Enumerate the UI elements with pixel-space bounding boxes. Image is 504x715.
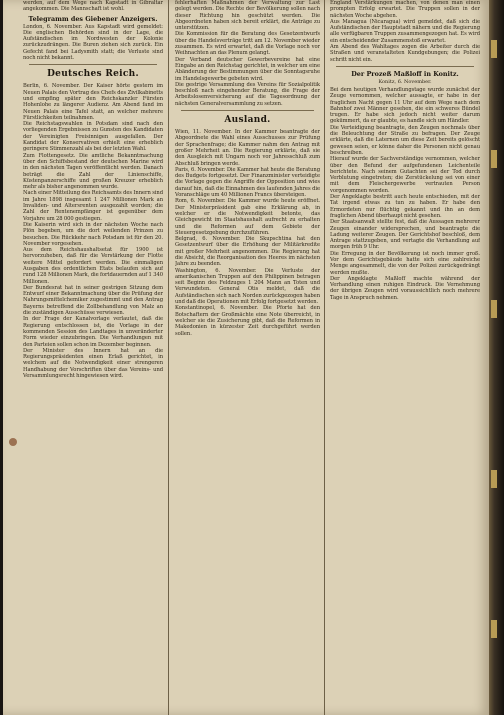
article-paragraph: Der Angeklagte Maßloff machte während der Verhandlung einen ruhigen Eindruck. Die Vernehmung der übrigen Zeugen wird voraussichtlich noch mehrere Tage in Anspruch nehmen. — [330, 275, 480, 301]
intro-text: werden, auf dem Wege nach Kapstadt in Gibraltar angekommen. Die Mannschaft ist wohl. — [23, 0, 163, 13]
article-paragraph: Rom, 6. November. Die Kammer wurde heute eröffnet. Der Ministerpräsident gab eine Erklärung ab, in welcher er die Notwendigkeit betonte, das Gleichgewicht im Staatshaushalt aufrecht zu erhalten und die Reformen auf dem Gebiete der Steuergesetzgebung durchzuführen. — [175, 198, 320, 236]
article-paragraph: Die gestrige Versammlung des Vereins für Sozialpolitik beschloß nach eingehender Beratung, die Frage der Arbeitslosenversicherung auf die Tagesordnung der nächsten Generalversammlung zu setzen. — [175, 81, 320, 107]
column-3 — [330, 0, 480, 715]
article-paragraph: Der Minister des Innern hat an die Regierungspräsidenten einen Erlaß gerichtet, in welchem auf die Notwendigkeit einer strengeren Handhabung der Vorschriften über das Vereins- und Versammlungsrecht hingewiesen wird. — [23, 347, 163, 380]
article-paragraph: Hierauf wurde der Sachverständige vernommen, welcher über den Befund der aufgefundenen Leichenteile berichtete. Nach seinem Gutachten sei der Tod durch Verblutung eingetreten; die Zerstückelung sei von einer mit dem Fleischergewerbe vertrauten Person vorgenommen worden. — [330, 156, 480, 194]
article-paragraph: Der Angeklagte bestritt auch heute entschieden, mit der Tat irgend etwas zu tun zu haben. Er habe den Ermordeten nur flüchtig gekannt und ihn an dem fraglichen Abend überhaupt nicht gesehen. — [330, 194, 480, 219]
binding-tab — [491, 470, 497, 488]
telegram-text: London, 6. November. Aus Kapstadt wird gemeldet: Die englischen Behörden sind in der Lage, die Aufständischen im Nordwesten der Kolonie zurückzudrängen. Die Buren ziehen sich zurück. Ein Gefecht fand bei Ladysmith statt; die Verluste sind noch nicht bekannt. — [23, 23, 163, 62]
article-paragraph: Nach einer Mitteilung des Reichsamts des Innern sind im Jahre 1898 insgesamt 1 247 Millionen Mark an Invaliden- und Altersrenten ausgezahlt worden; die Zahl der Rentenempfänger ist gegenüber dem Vorjahre um 28 000 gestiegen. — [23, 190, 163, 222]
article-paragraph: Bei dem heutigen Verhandlungstage wurde zunächst der Zeuge vernommen, welcher aussagte, er habe in der fraglichen Nacht gegen 11 Uhr auf dem Wege nach dem Bahnhof zwei Männer gesehen, die ein schweres Bündel trugen. Er habe sich jedoch nicht weiter darum gekümmert, da er glaubte, es handle sich um Händler. — [330, 86, 480, 125]
article-paragraph: Berlin, 6. November. Der Kaiser hörte gestern im Neuen Palais den Vortrag des Chefs des Zivilkabinetts und empfing später den Reichskanzler Fürsten Hohenlohe zu längerer Audienz. Am Abend fand im Neuen Palais eine Tafel statt, an welcher mehrere Fürstlichkeiten teilnahmen. — [23, 83, 163, 121]
article-paragraph: Washington, 6. November. Die Verluste der amerikanischen Truppen auf den Philippinen betragen seit Beginn des Feldzuges 1 204 Mann an Toten und Verwundeten. General Otis meldet, daß die Aufständischen sich nach Norden zurückgezogen haben und daß die Operationen mit Erfolg fortgesetzt werden. — [175, 267, 320, 306]
deutsches-reich-heading: Deutsches Reich. — [47, 69, 139, 80]
article-paragraph: Belgrad, 6. November. Die Skupschtina hat den Gesetzentwurf über die Erhöhung der Militärkredite mit großer Mehrheit angenommen. Die Regierung hat die Absicht, die Reorganisation des Heeres im nächsten Jahre zu beenden. — [175, 236, 320, 268]
column-2 — [175, 0, 320, 715]
binding-tab — [491, 40, 497, 58]
article-paragraph: Zum Flottengesetz. Die amtliche Bekanntmachung über den Schiffsbestand der deutschen Marine wird in den nächsten Tagen veröffentlicht werden. Danach beträgt die Zahl der Linienschiffe, Küstenpanzerschiffe und großen Kreuzer erheblich mehr als bisher angenommen wurde. — [23, 152, 163, 191]
article-paragraph: Paris, 6. November. Die Kammer hat heute die Beratung des Budgets fortgesetzt. Der Finanzminister verteidigte die Vorlage gegen die Angriffe der Opposition und wies darauf hin, daß die Einnahmen des laufenden Jahres die Voranschläge um 40 Millionen Francs übersteigen. — [175, 166, 320, 199]
article-paragraph: Die Kaiserin wird sich in der nächsten Woche nach Plön begeben, um die dort weilenden Prinzen zu besuchen. Die Rückkehr nach Potsdam ist für den 20. November vorgesehen. — [23, 221, 163, 247]
prozess-dateline: Konitz, 6. November. — [378, 78, 432, 85]
article-paragraph: Der Staatsanwalt stellte fest, daß die Aussagen mehrerer Zeugen einander widersprechen, und beantragte die Ladung weiterer Zeugen. Der Gerichtshof beschloß, dem Antrage stattzugeben, und vertagte die Verhandlung auf morgen früh 9 Uhr. — [330, 219, 480, 251]
ink-stain — [9, 438, 17, 446]
article-paragraph: Die Reichstagswahlen in Potsdam sind nach den vorliegenden Ergebnissen zu Gunsten des Kandidaten der Vereinigten Freisinnigen ausgefallen. Der Kandidat der Konservativen erhielt eine erheblich geringere Stimmenzahl als bei der letzten Wahl. — [23, 121, 163, 153]
divider — [29, 64, 157, 65]
ausland-heading: Ausland. — [224, 115, 271, 126]
page-edge — [489, 0, 504, 715]
article-paragraph: Wien, 11. November. In der Kammer beantragte der Abgeordnete die Wahl eines Ausschusses zur Prüfung der Sprachenfrage; die Kammer nahm den Antrag mit großer Mehrheit an. Die Regierung erklärte, daß sie den Ausgleich mit Ungarn noch vor Jahresschluß zum Abschluß bringen werde. — [175, 129, 320, 167]
article-paragraph: Der Verband deutscher Gewerbevereine hat eine Eingabe an den Reichstag gerichtet, in welcher um eine Abänderung der Bestimmungen über die Sonntagsruhe im Handelsgewerbe gebeten wird. — [175, 56, 320, 82]
column-1 — [23, 0, 163, 715]
article-paragraph: Die Kommission für die Beratung des Gesetzentwurfs über die Handelsverträge tritt am 12. November wieder zusammen. Es wird erwartet, daß die Vorlage noch vor Weihnachten an das Plenum gelangt. — [175, 31, 320, 57]
binding-tab — [491, 300, 497, 318]
divider — [336, 66, 474, 67]
article-paragraph: In der Frage der Kanalvorlage verlautet, daß die Regierung entschlossen ist, die Vorlage in der kommenden Session des Landtages in unveränderter Form wieder einzubringen. Die Verhandlungen mit den Parteien sollen schon im Dezember beginnen. — [23, 316, 163, 348]
article-paragraph: Die Verteidigung beantragte, den Zeugen nochmals über die Beleuchtung der Straße zu befragen. Der Zeuge erklärte, daß die Laternen um diese Zeit bereits gelöscht gewesen seien, er könne daher die Personen nicht genau beschreiben. — [330, 124, 480, 156]
binding-tab — [491, 150, 497, 168]
article-paragraph: England Verstärkungen machen, von denen man einen prompten Erfolg erwartet. Die Truppen sollen in der nächsten Woche abgehen. — [330, 0, 480, 19]
prozess-heading: Der Prozeß Maßloff in Konitz. — [351, 69, 459, 78]
telegram-heading: Telegramm des Giebener Anzeigers. — [28, 14, 158, 23]
article-paragraph: Konstantinopel, 6. November. Die Pforte hat den Botschaftern der Großmächte eine Note überreicht, in welcher sie die Zusicherung gibt, daß die Reformen in Makedonien in kürzester Zeit durchgeführt werden sollen. — [175, 305, 320, 337]
article-paragraph: Der Bundesrat hat in seiner gestrigen Sitzung dem Entwurf einer Bekanntmachung über die Prüfung der Nahrungsmittelchemiker zugestimmt und den Antrag Bayerns betreffend die Zollbehandlung von Malz an die zuständigen Ausschüsse verwiesen. — [23, 284, 163, 317]
article-paragraph: fehlerhaften Maßnahmen der Verwaltung zur Last gelegt werden. Die Rechte der Bevölkerung sollen nach dieser Richtung hin geschützt werden. Die Abgeordneten haben sich bereit erklärt, die Anträge zu unterstützen. — [175, 0, 320, 32]
article-paragraph: Aus Managua (Nicaragua) wird gemeldet, daß sich die Aufständischen der Hauptstadt nähern und die Regierung alle verfügbaren Truppen zusammengezogen hat. Es wird ein entscheidender Zusammenstoß erwartet. — [330, 18, 480, 44]
column-rule — [324, 0, 325, 715]
article-paragraph: Die Erregung in der Bevölkerung ist noch immer groß. Vor dem Gerichtsgebäude hatte sich eine zahlreiche Menge angesammelt, die von der Polizei zurückgedrängt werden mußte. — [330, 250, 480, 276]
article-paragraph: Am Abend des Wahltages zogen die Arbeiter durch die Straßen und veranstalteten Kundgebungen; die Polizei schritt nicht ein. — [330, 44, 480, 63]
column-rule — [168, 0, 169, 715]
binding-tab — [491, 620, 497, 638]
newspaper-page — [3, 0, 489, 715]
article-paragraph: Aus dem Reichshaushaltsetat für 1900 ist hervorzuheben, daß für die Verstärkung der Flotte weitere Mittel gefordert werden. Die einmaligen Ausgaben des ordentlichen Etats belaufen sich auf rund 128 Millionen Mark, die fortdauernden auf 1 340 Millionen. — [23, 247, 163, 285]
divider — [181, 110, 314, 111]
